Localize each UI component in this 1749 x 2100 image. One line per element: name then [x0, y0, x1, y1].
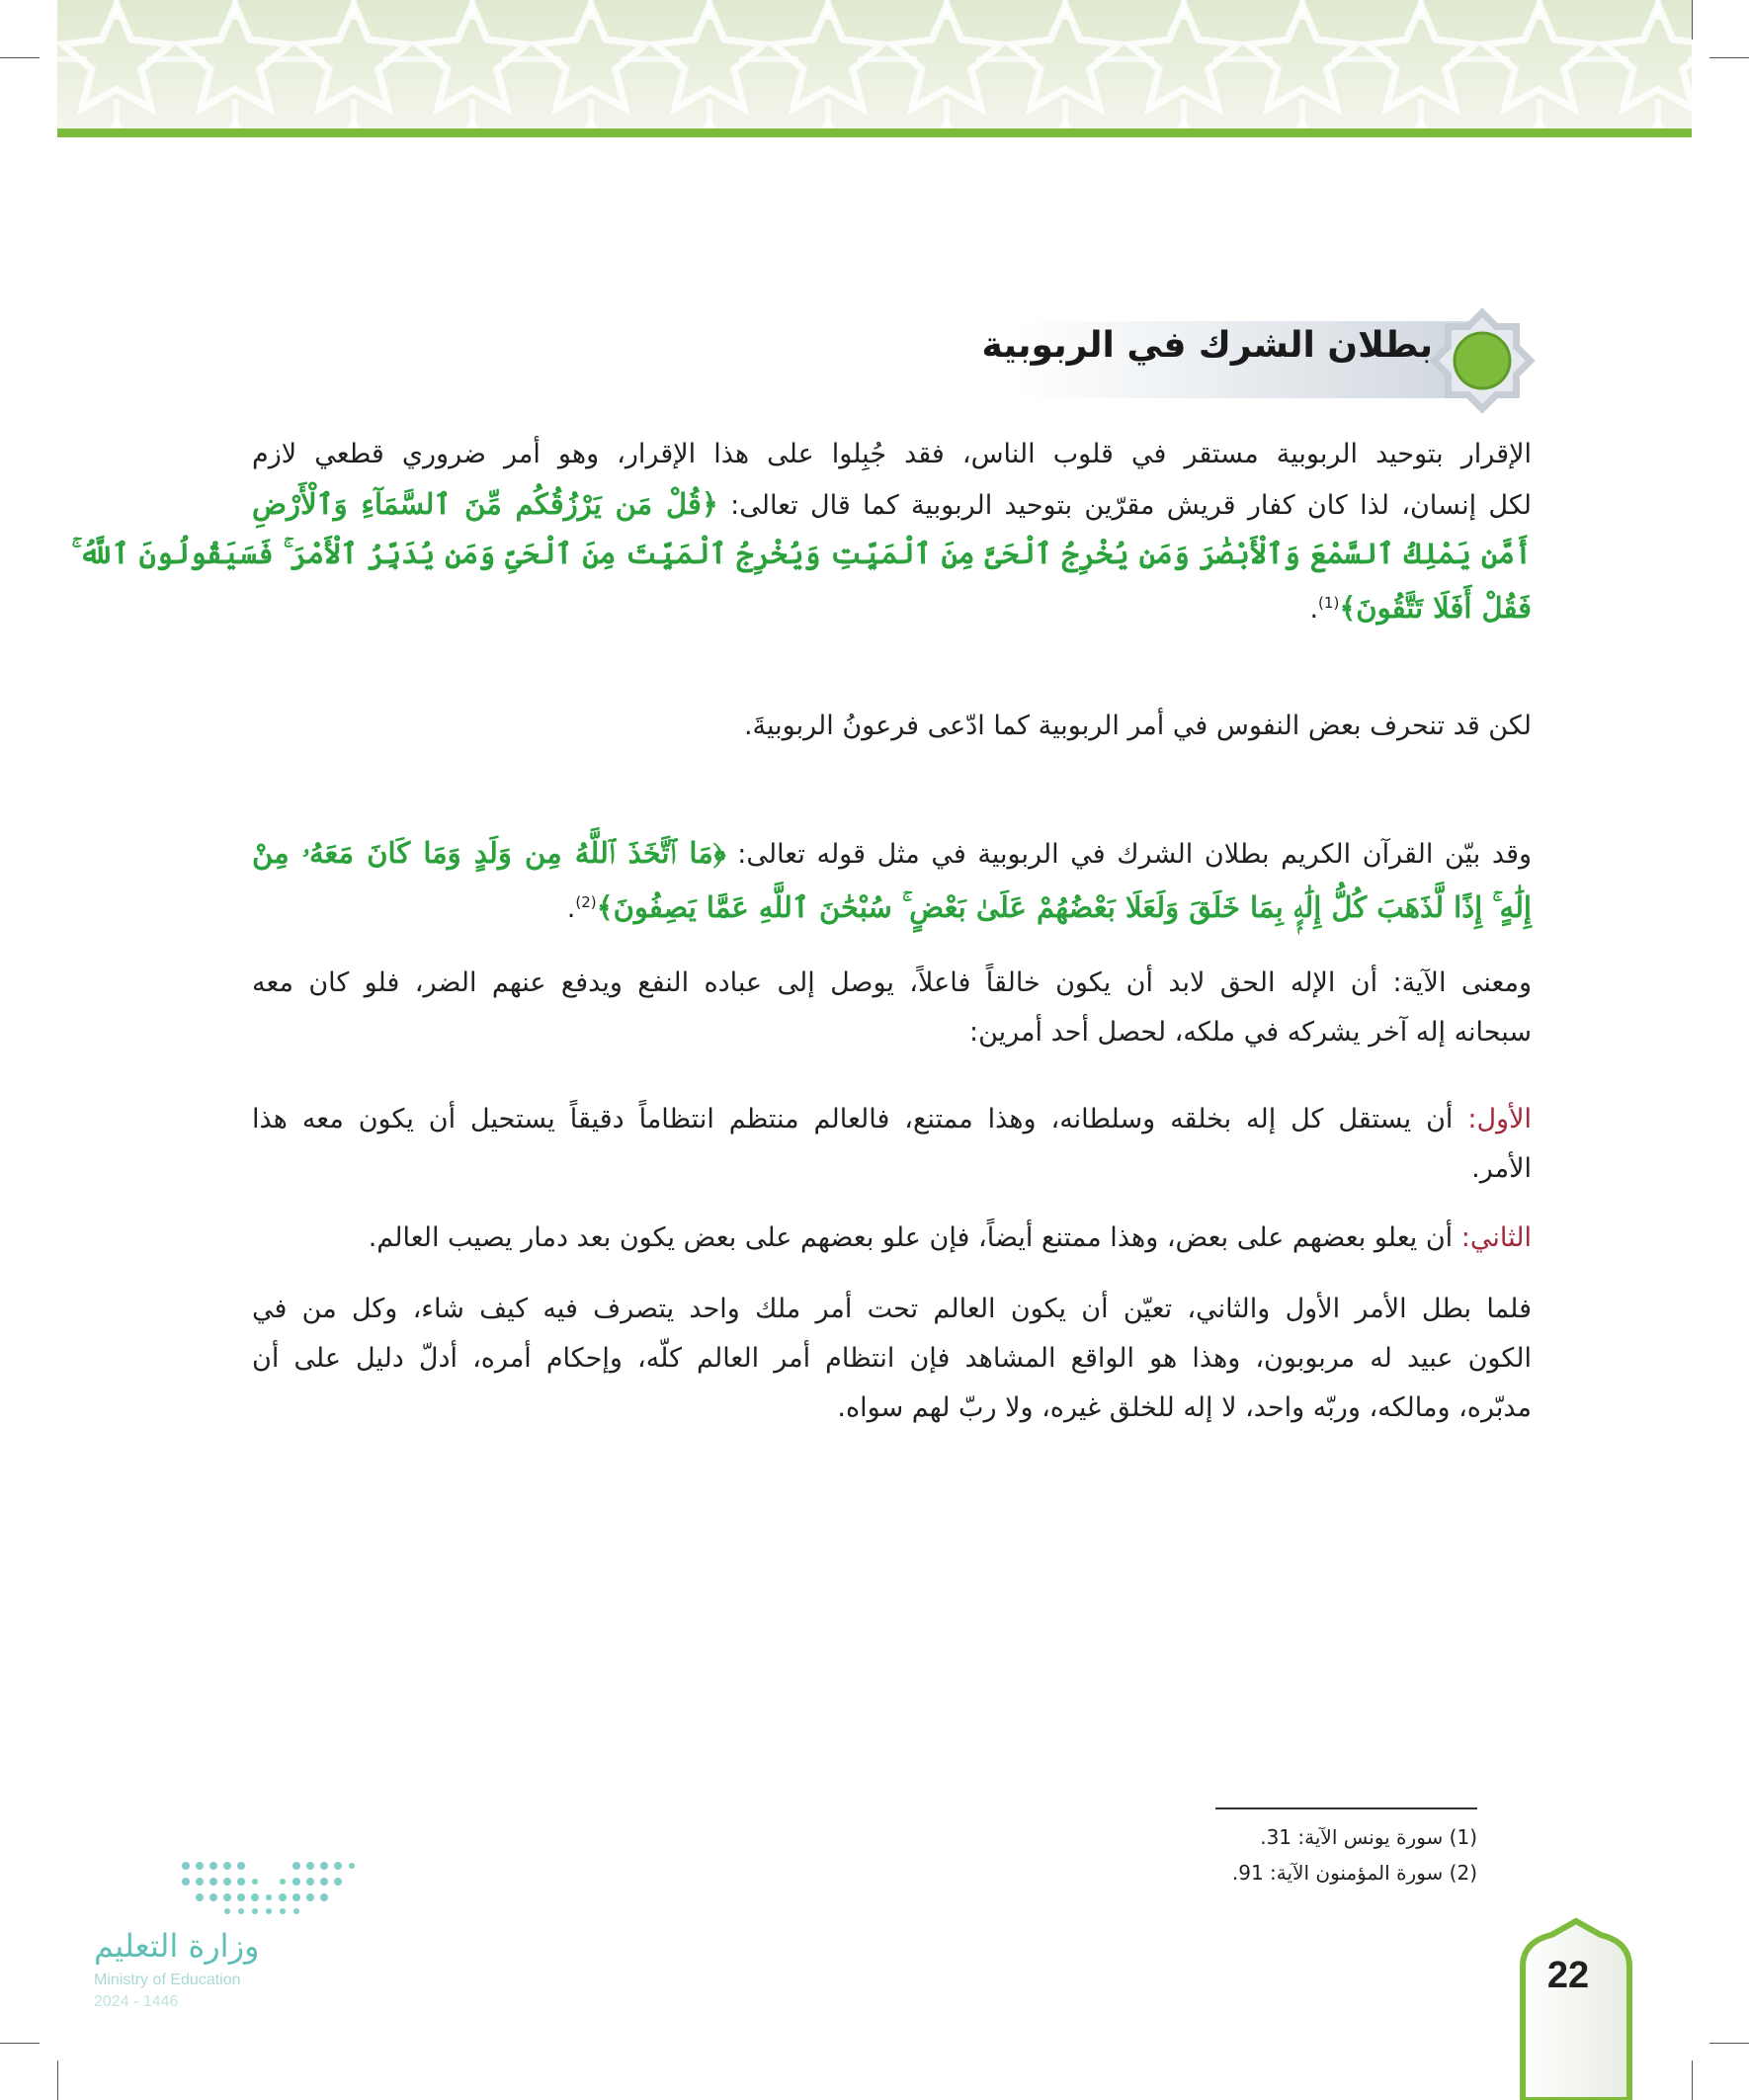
text-line [252, 479, 1532, 529]
text-line [252, 828, 1532, 878]
crop-mark-tr-v [1692, 0, 1693, 40]
quran-verse: ﴿قُلْ مَن يَرْزُقُكُم مِّنَ ٱلسَّمَآءِ وَٱلْأَرْضِ [252, 487, 718, 521]
footnote-ref[interactable]: (1) [1318, 594, 1340, 612]
text-line [252, 578, 1532, 628]
crop-mark-tl-h [0, 57, 40, 58]
paragraph-4 [252, 959, 1532, 1057]
text-line [252, 1095, 1532, 1144]
text-line: الإقرار بتوحيد الربوبية مستقر في قلوب الناس، فقد جُبِلوا على هذا الإقرار، وهو أمر ضروري قطعي لازم [252, 439, 1532, 469]
section-title: بطلان الشرك في الربوبية [981, 325, 1433, 366]
text-line [252, 1214, 1532, 1263]
text-line: ومعنى الآية: أن الإله الحق لابد أن يكون خالقاً فاعلاً، يوصل إلى عباده النفع ويدفع عنهم الضر، فلو كان معه [252, 967, 1532, 998]
text-line: مدبّره، ومالكه، وربّه واحد، لا إله للخلق غيره، ولا ربّ لهم سواه. [837, 1392, 1532, 1423]
text-span: أن يستقل كل إله بخلقه وسلطانه، وهذا ممتنع، فالعالم منتظم انتظاماً دقيقاً يستحيل أن يكون معه هذا [252, 1104, 1468, 1134]
logo-arabic: وزارة التعليم [94, 1927, 260, 1965]
quran-verse: فَقُلْ أَفَلَا تَتَّقُونَ﴾ [1339, 591, 1532, 625]
text-line: سبحانه إله آخر يشركه في ملكه، لحصل أحد أمرين: [968, 1017, 1532, 1048]
text-line: الكون عبيد له مربوبون، وهذا هو الواقع المشاهد فإن انتظام أمر العالم كلّه، وإحكام أمره، أدلّ دليل على أن [252, 1343, 1532, 1374]
logo-dots-icon [178, 1858, 356, 1917]
header-pattern [57, 0, 1692, 141]
text-span: لكل إنسان، لذا كان كفار قريش مقرّين بتوحيد الربوبية كما قال تعالى: [717, 490, 1532, 521]
crop-mark-bl-h [0, 2043, 40, 2044]
text-span: أن يعلو بعضهم على بعض، وهذا ممتنع أيضاً، فإن علو بعضهم على بعض يكون بعد دمار يصيب العالم. [368, 1222, 1461, 1253]
paragraph-1 [71, 430, 1532, 628]
medallion-icon [1423, 301, 1541, 420]
crop-mark-br-h [1709, 2043, 1749, 2044]
text-line: الأمر. [1471, 1153, 1532, 1184]
footnote-rule [1215, 1807, 1477, 1809]
footnote-2: (2) سورة المؤمنون الآية: 91. [1231, 1861, 1477, 1885]
text-line: لكن قد تنحرف بعض النفوس في أمر الربوبية كما ادّعى فرعونُ الربوبيةَ. [743, 711, 1532, 741]
quran-verse-line: أَمَّن يَمْلِكُ ٱلسَّمْعَ وَٱلْأَبْصَٰرَ وَمَن يُخْرِجُ ٱلْحَىَّ مِنَ ٱلْمَيِّتِ وَيُخْرِجُ ٱلْمَيِّتَ مِنَ ٱلْحَىِّ وَمَن يُدَبِّرُ ٱلْأَمْرَ ۚ فَسَيَقُولُونَ ٱللَّهُ ۚ [71, 537, 1532, 570]
paragraph-3 [252, 828, 1532, 927]
crop-mark-bl-v [57, 2060, 58, 2100]
crop-mark-br-v [1692, 2060, 1693, 2100]
paragraph-second-case [252, 1214, 1532, 1263]
paragraph-2 [252, 702, 1532, 751]
paragraph-7 [252, 1285, 1532, 1433]
section-title-block [981, 301, 1541, 420]
logo-year: 2024 - 1446 [94, 1993, 179, 2010]
crop-mark-tr-h [1709, 57, 1749, 58]
ministry-logo [94, 1858, 351, 2010]
case-label: الثاني: [1460, 1222, 1532, 1253]
page-number: 22 [1546, 1955, 1590, 1996]
logo-english: Ministry of Education [94, 1972, 241, 1988]
text-span: . [566, 893, 576, 924]
footnote-1: (1) سورة يونس الآية: 31. [1260, 1825, 1477, 1849]
text-span: وقد بيّن القرآن الكريم بطلان الشرك في الربوبية في مثل قوله تعالى: [725, 839, 1533, 870]
footnote-ref[interactable]: (2) [575, 893, 597, 911]
text-span: . [1309, 594, 1319, 625]
page-tab-icon [1517, 1917, 1635, 2100]
paragraph-first-case [252, 1095, 1532, 1194]
text-line: فلما بطل الأمر الأول والثاني، تعيّن أن يكون العالم تحت أمر ملك واحد يتصرف فيه كيف شاء، وكل من في [252, 1294, 1532, 1324]
quran-verse: ﴿مَا ٱتَّخَذَ ٱللَّهُ مِن وَلَدٍ وَمَا كَانَ مَعَهُۥ مِنْ [252, 836, 726, 870]
text-line [252, 878, 1532, 927]
case-label: الأول: [1467, 1104, 1532, 1134]
quran-verse: إِلَٰهٍ ۚ إِذًا لَّذَهَبَ كُلُّ إِلَٰهٍۭ بِمَا خَلَقَ وَلَعَلَا بَعْضُهُمْ عَلَىٰ بَعْضٍ ۚ سُبْحَٰنَ ٱللَّهِ عَمَّا يَصِفُونَ﴾ [596, 890, 1532, 924]
